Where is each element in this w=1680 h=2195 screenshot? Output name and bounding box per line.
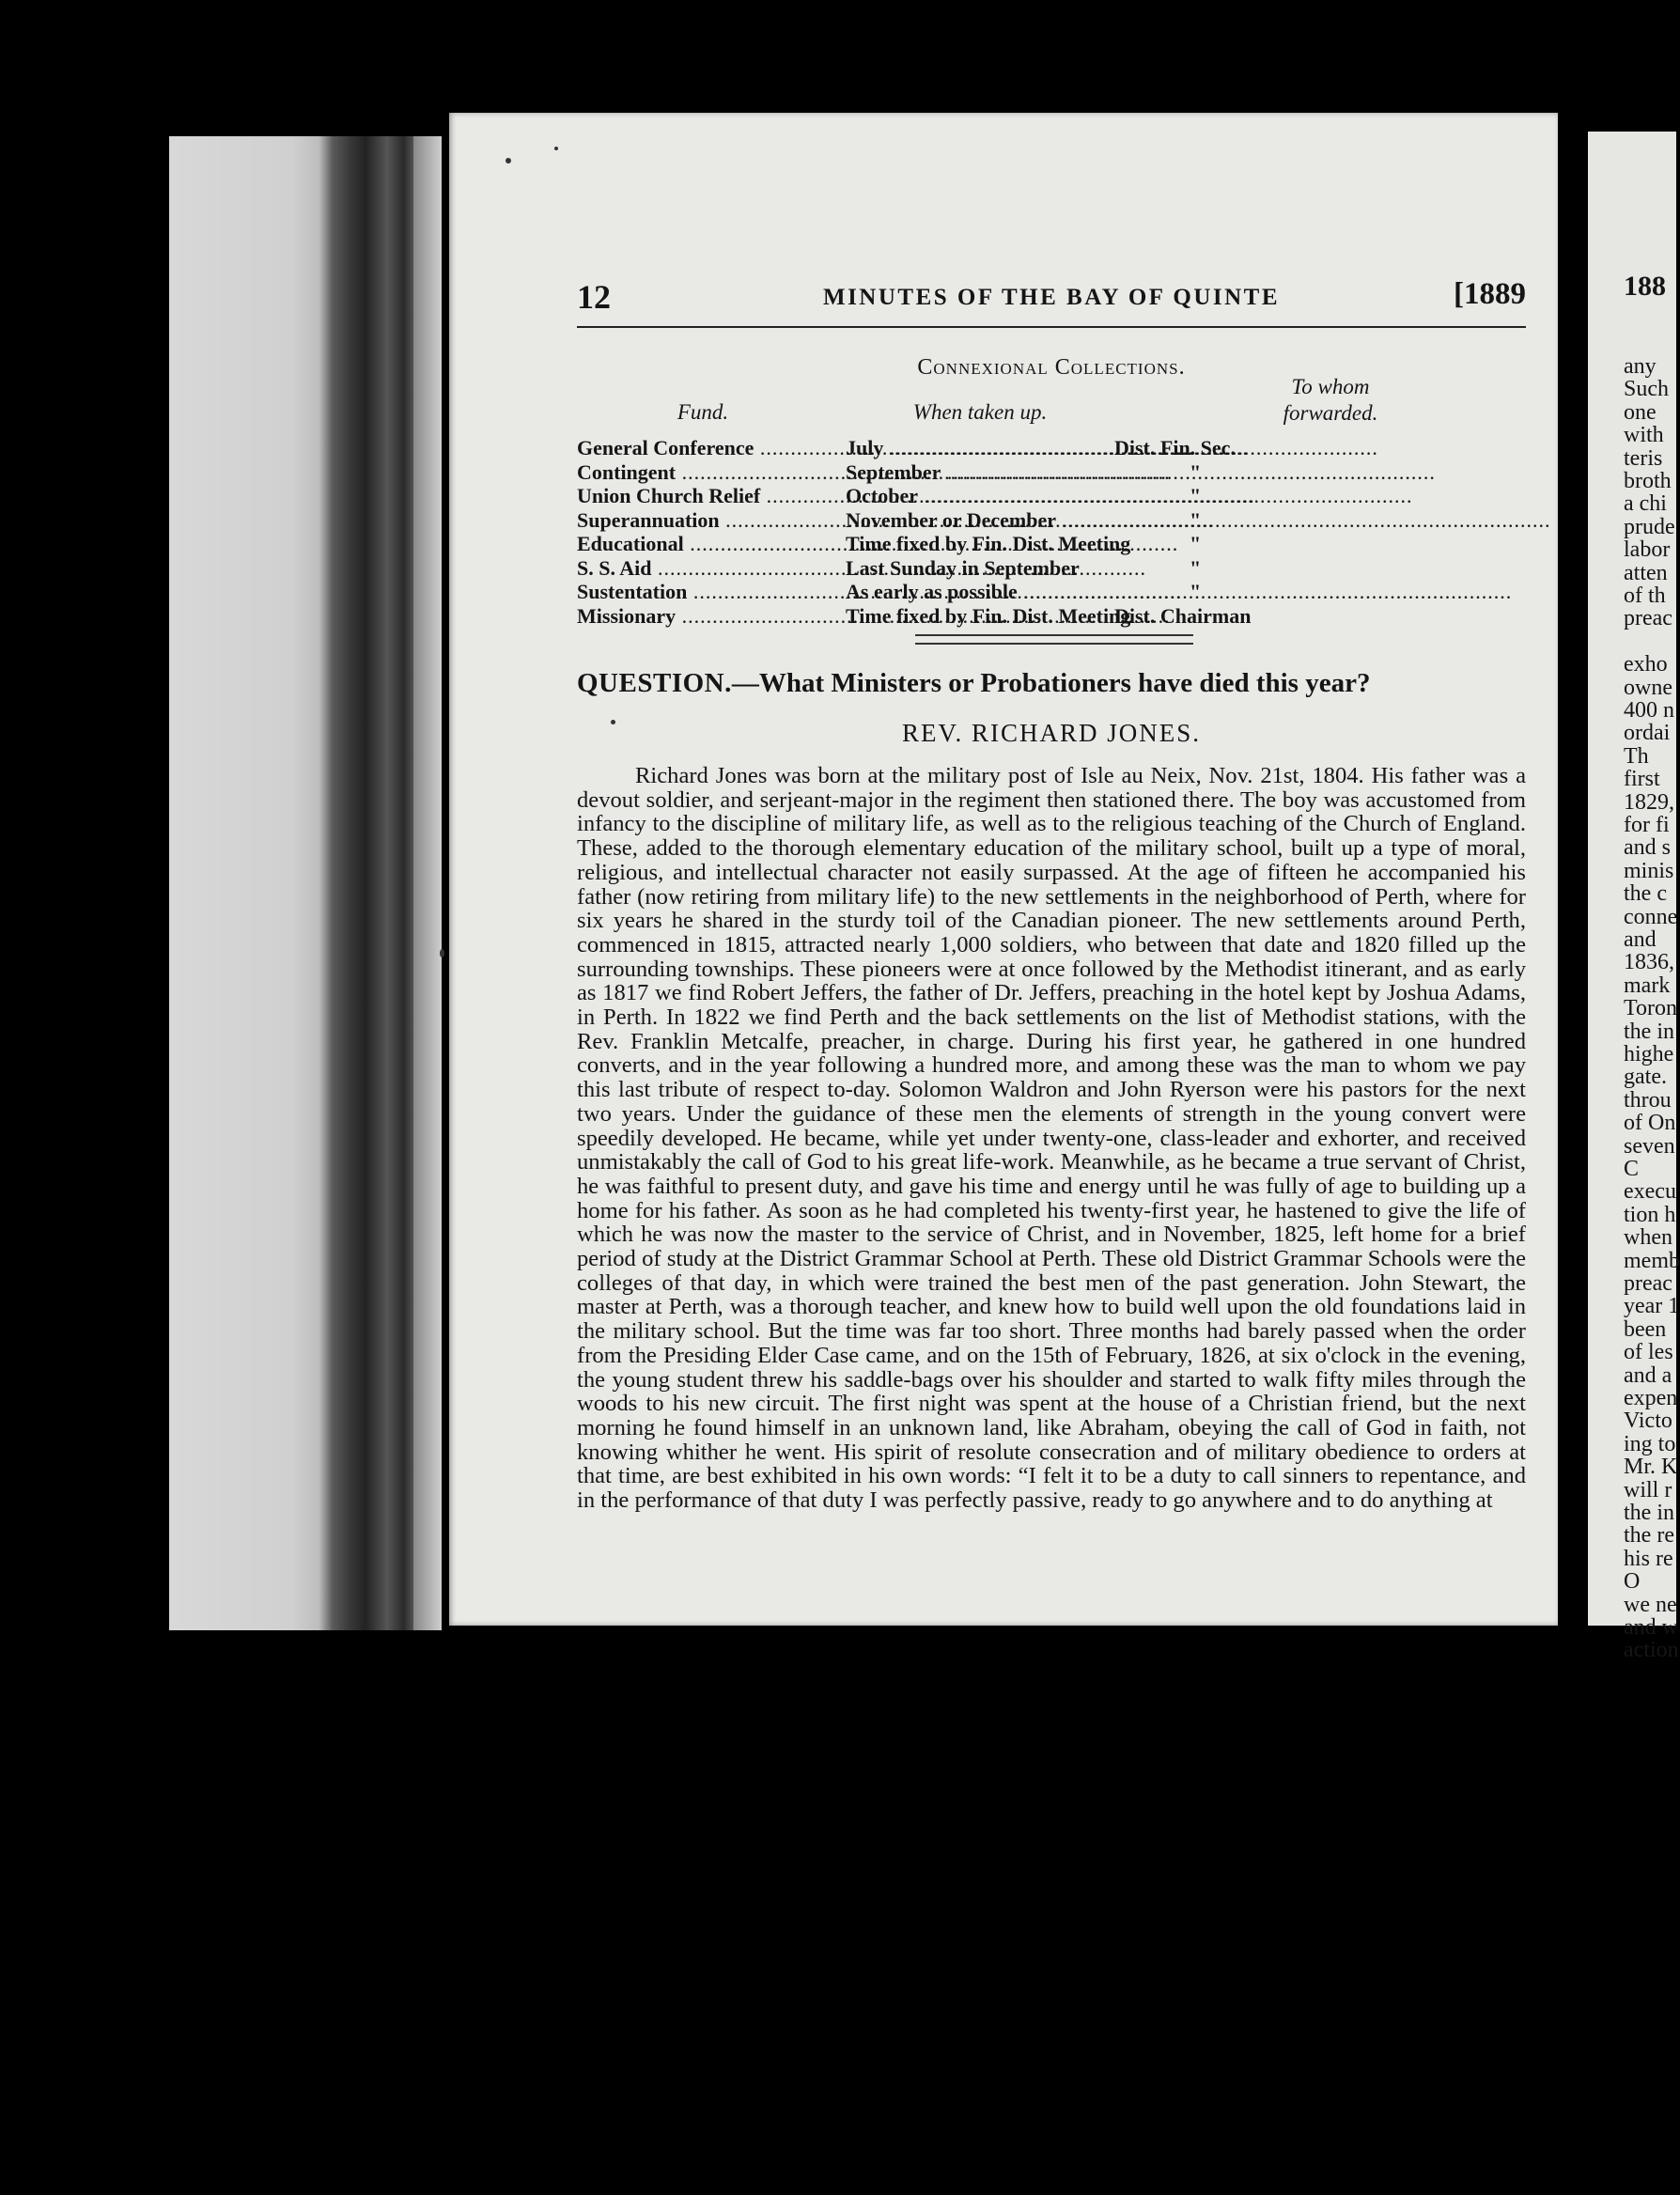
table-row xyxy=(577,484,1563,508)
adjacent-text-fragment: been xyxy=(1624,1316,1667,1342)
adjacent-text-fragment: the c xyxy=(1624,881,1667,907)
adjacent-text-fragment: year 1 xyxy=(1624,1294,1680,1319)
adjacent-text-fragment: and s xyxy=(1624,835,1671,861)
adjacent-text-fragment: Such xyxy=(1624,377,1669,402)
adjacent-text-fragment: the in xyxy=(1624,1019,1674,1044)
adjacent-text-fragment: atten xyxy=(1624,560,1668,585)
adjacent-text-fragment: throu xyxy=(1624,1087,1672,1113)
adjacent-text-fragment: any xyxy=(1624,354,1657,379)
whom-cell: " xyxy=(1190,484,1202,507)
adjacent-text-fragment: broth xyxy=(1624,469,1672,493)
adjacent-text-fragment: memb xyxy=(1624,1248,1680,1273)
adjacent-text-fragment: ordai xyxy=(1624,721,1671,746)
adjacent-text-fragment: one xyxy=(1624,399,1657,425)
adjacent-text-fragment: execu xyxy=(1624,1179,1676,1205)
when-cell: November or December ..... xyxy=(846,508,1107,533)
fund-cell: Sustentation ..... xyxy=(577,580,832,604)
adjacent-text-fragment: and a xyxy=(1624,1362,1672,1388)
adjacent-text-fragment: and xyxy=(1624,927,1657,952)
whom-cell: Dist. Chairman xyxy=(1114,603,1252,628)
when-cell: Time fixed by Fin. Dist. Meeting xyxy=(846,532,1131,555)
whom-cell: " xyxy=(1190,555,1202,580)
fund-cell: General Conference ..... xyxy=(577,436,832,460)
adjacent-page-edge xyxy=(1588,132,1680,1663)
adjacent-text-fragment: preac xyxy=(1624,1271,1672,1296)
whom-cell: " xyxy=(1190,580,1202,603)
whom-cell: " xyxy=(1190,459,1202,484)
fund-cell: Union Church Relief ..... xyxy=(577,484,832,508)
adjacent-text-fragment: highe xyxy=(1624,1042,1674,1066)
collections-table xyxy=(577,436,1563,628)
adjacent-text-fragment: Victo xyxy=(1624,1409,1672,1434)
when-cell: Time fixed by Fin. Dist. Meeting xyxy=(846,603,1131,628)
question-heading xyxy=(577,668,1535,699)
adjacent-text-fragment: the in xyxy=(1624,1501,1674,1525)
adjacent-running-head: 188 xyxy=(1624,271,1666,302)
adjacent-text-fragment: Toron xyxy=(1624,996,1677,1021)
adjacent-text-fragment: prude xyxy=(1624,514,1675,539)
adjacent-text-fragment: teris xyxy=(1624,445,1663,471)
question-label: QUESTION. xyxy=(577,668,732,698)
when-cell: September ..... xyxy=(846,460,1107,485)
adjacent-text-fragment: O xyxy=(1624,1569,1641,1595)
adjacent-text-fragment: expen xyxy=(1624,1386,1678,1410)
when-cell: October ..... xyxy=(846,484,1107,508)
adjacent-text-fragment: C xyxy=(1624,1157,1640,1181)
book-page xyxy=(449,113,1558,1626)
adjacent-text-fragment: tion h xyxy=(1624,1202,1676,1227)
running-title: MINUTES OF THE BAY OF QUINTE xyxy=(822,285,1281,310)
adjacent-text-fragment: and w xyxy=(1624,1615,1678,1640)
obituary-title: REV. RICHARD JONES. xyxy=(901,719,1202,747)
adjacent-text-fragment: will r xyxy=(1624,1477,1672,1502)
table-row xyxy=(577,604,1563,629)
when-cell: July ..... xyxy=(846,436,1107,460)
fund-cell: S. S. Aid ..... xyxy=(577,556,832,581)
adjacent-text-fragment: conne xyxy=(1624,904,1678,929)
adjacent-text-fragment: for fi xyxy=(1624,813,1670,837)
adjacent-text-fragment: mark xyxy=(1624,973,1671,998)
whom-cell: " xyxy=(1190,507,1202,532)
adjacent-text-fragment: 400 n xyxy=(1624,698,1674,723)
adjacent-text-fragment: first xyxy=(1624,767,1660,792)
running-head xyxy=(577,277,1526,320)
section-divider xyxy=(915,634,1193,645)
table-row xyxy=(577,580,1563,604)
book-spine-edge xyxy=(169,136,442,1630)
collections-title: Connexional Collections. xyxy=(917,355,1186,380)
page-number: 12 xyxy=(577,278,611,316)
fund-cell: Contingent ..... xyxy=(577,460,832,485)
adjacent-text-fragment: minis xyxy=(1624,858,1674,883)
table-row xyxy=(577,508,1563,533)
adjacent-text-fragment: a chi xyxy=(1624,491,1667,517)
whom-cell: " xyxy=(1190,532,1202,555)
fund-cell: Superannuation ..... xyxy=(577,508,832,533)
adjacent-text-fragment: his re xyxy=(1624,1546,1673,1571)
whom-cell: Dist. Fin. Sec. xyxy=(1114,436,1236,459)
adjacent-text-fragment: the re xyxy=(1624,1523,1674,1549)
table-row xyxy=(577,436,1563,460)
header-rule xyxy=(577,326,1526,328)
adjacent-text-fragment: exho xyxy=(1624,652,1668,677)
adjacent-text-fragment: action xyxy=(1624,1638,1679,1663)
when-cell: Last Sunday in September xyxy=(846,555,1080,580)
table-row xyxy=(577,460,1563,485)
adjacent-text-fragment: 1836, xyxy=(1624,950,1674,975)
adjacent-text-fragment: gate. xyxy=(1624,1065,1667,1090)
adjacent-text-fragment: ing to xyxy=(1624,1431,1676,1456)
adjacent-text-fragment: Mr. K xyxy=(1624,1455,1678,1480)
adjacent-text-fragment: of th xyxy=(1624,584,1666,608)
adjacent-text-fragment: of les xyxy=(1624,1340,1673,1365)
fund-column-header: Fund. xyxy=(677,400,729,424)
adjacent-text-fragment: 1829, xyxy=(1624,789,1674,815)
table-row xyxy=(577,532,1563,556)
whom-column-header: To whom forwarded. xyxy=(1283,375,1378,425)
table-row xyxy=(577,556,1563,581)
fund-cell: Missionary ..... xyxy=(577,604,832,629)
adjacent-text-fragment: we ne xyxy=(1624,1592,1677,1617)
when-column-header: When taken up. xyxy=(912,400,1048,424)
adjacent-text-fragment: when xyxy=(1624,1225,1672,1251)
fund-cell: Educational ..... xyxy=(577,532,832,556)
obituary-body: Richard Jones was born at the military post of Isle au Neix, Nov. 21st, 1804. His father was a devout soldier, and serjeant-major in the regiment then stationed there. The boy was accustomed from infancy to the discipline of military life, as well as to the religious teaching of the Church of England. These, added to the thorough elementary education of the military school, built up a type of moral, religious, and intellectual character not easily surpassed. At the age of fifteen he accompanied his father (now retiring from military life) to the new settlements in the neighborhood of Perth, where for six years he shared in the sturdy toil of the Canadian pioneer. The new settlements around Perth, commenced in 1815, attracted nearly 1,000 soldiers, who between that date and 1820 filled up the surrounding townships. These pioneers were at once followed by the Methodist itinerant, and as early as 1817 we find Robert Jeffers, the father of Dr. Jeffers, preaching in the hotel kept by Joshua Adams, in Perth. In 1822 we find Perth and the back settlements on the list of Methodist stations, with the Rev. Franklin Metcalfe, preacher, in charge. During his first year, he gathered in one hundred converts, and in the year following a hundred more, and among these was the man to whom we pay this last tribute of respect to-day. Solomon Waldron and John Ryerson were his pastors for the next two years. Under the guidance of these men the elements of strength in the young convert were speedily developed. He became, while yet under twenty-one, class-leader and exhorter, and received unmistakably the call of God to his great life-work. Meanwhile, as he became a true servant of Christ, he was faithful to present duty, and gave his time and energy until he was fully of age to building up a home for his father. As soon as he had completed his twenty-first year, he hastened to give the life of which he was now the master to the service of Christ, and in November, 1825, left home for a brief period of study at the District Grammar School at Perth. These old District Grammar Schools were the colleges of that day, in which were trained the best men of the past generation. John Stewart, the master at Perth, was a thorough teacher, and knew how to build well upon the old foundations laid in the military school. But the time was far too short. Three months had barely passed when the order from the Presiding Elder Case came, and on the 15th of February, 1826, at six o'clock in the evening, the young student threw his saddle-bags over his shoulder and started to walk fifty miles through the woods to his new circuit. The first night was spent at the house of a Christian friend, but the next morning he found himself in an unknown land, like Abraham, obeying the call of God in faith, not knowing whither he went. His spirit of resolute consecration and of military obedience to orders at that time, are best exhibited in his own words: “I felt it to be a duty to call sinners to repentance, and in the performance of that duty I was perfectly passive, ready to go anywhere and to do anything at xyxy=(577,763,1526,1514)
adjacent-text-fragment: preac xyxy=(1624,606,1672,631)
adjacent-text-fragment: with xyxy=(1624,423,1664,448)
question-text: —What Ministers or Probationers have died this year? xyxy=(731,668,1371,698)
when-cell: As early as possible ..... xyxy=(846,580,1107,604)
adjacent-text-fragment: seven xyxy=(1624,1133,1675,1159)
adjacent-text-fragment: owne xyxy=(1624,675,1672,700)
adjacent-text-fragment: of On xyxy=(1624,1111,1676,1136)
running-year: [1889 xyxy=(1454,277,1526,311)
adjacent-text-fragment: labor xyxy=(1624,537,1671,563)
adjacent-text-fragment: Th xyxy=(1624,743,1649,769)
